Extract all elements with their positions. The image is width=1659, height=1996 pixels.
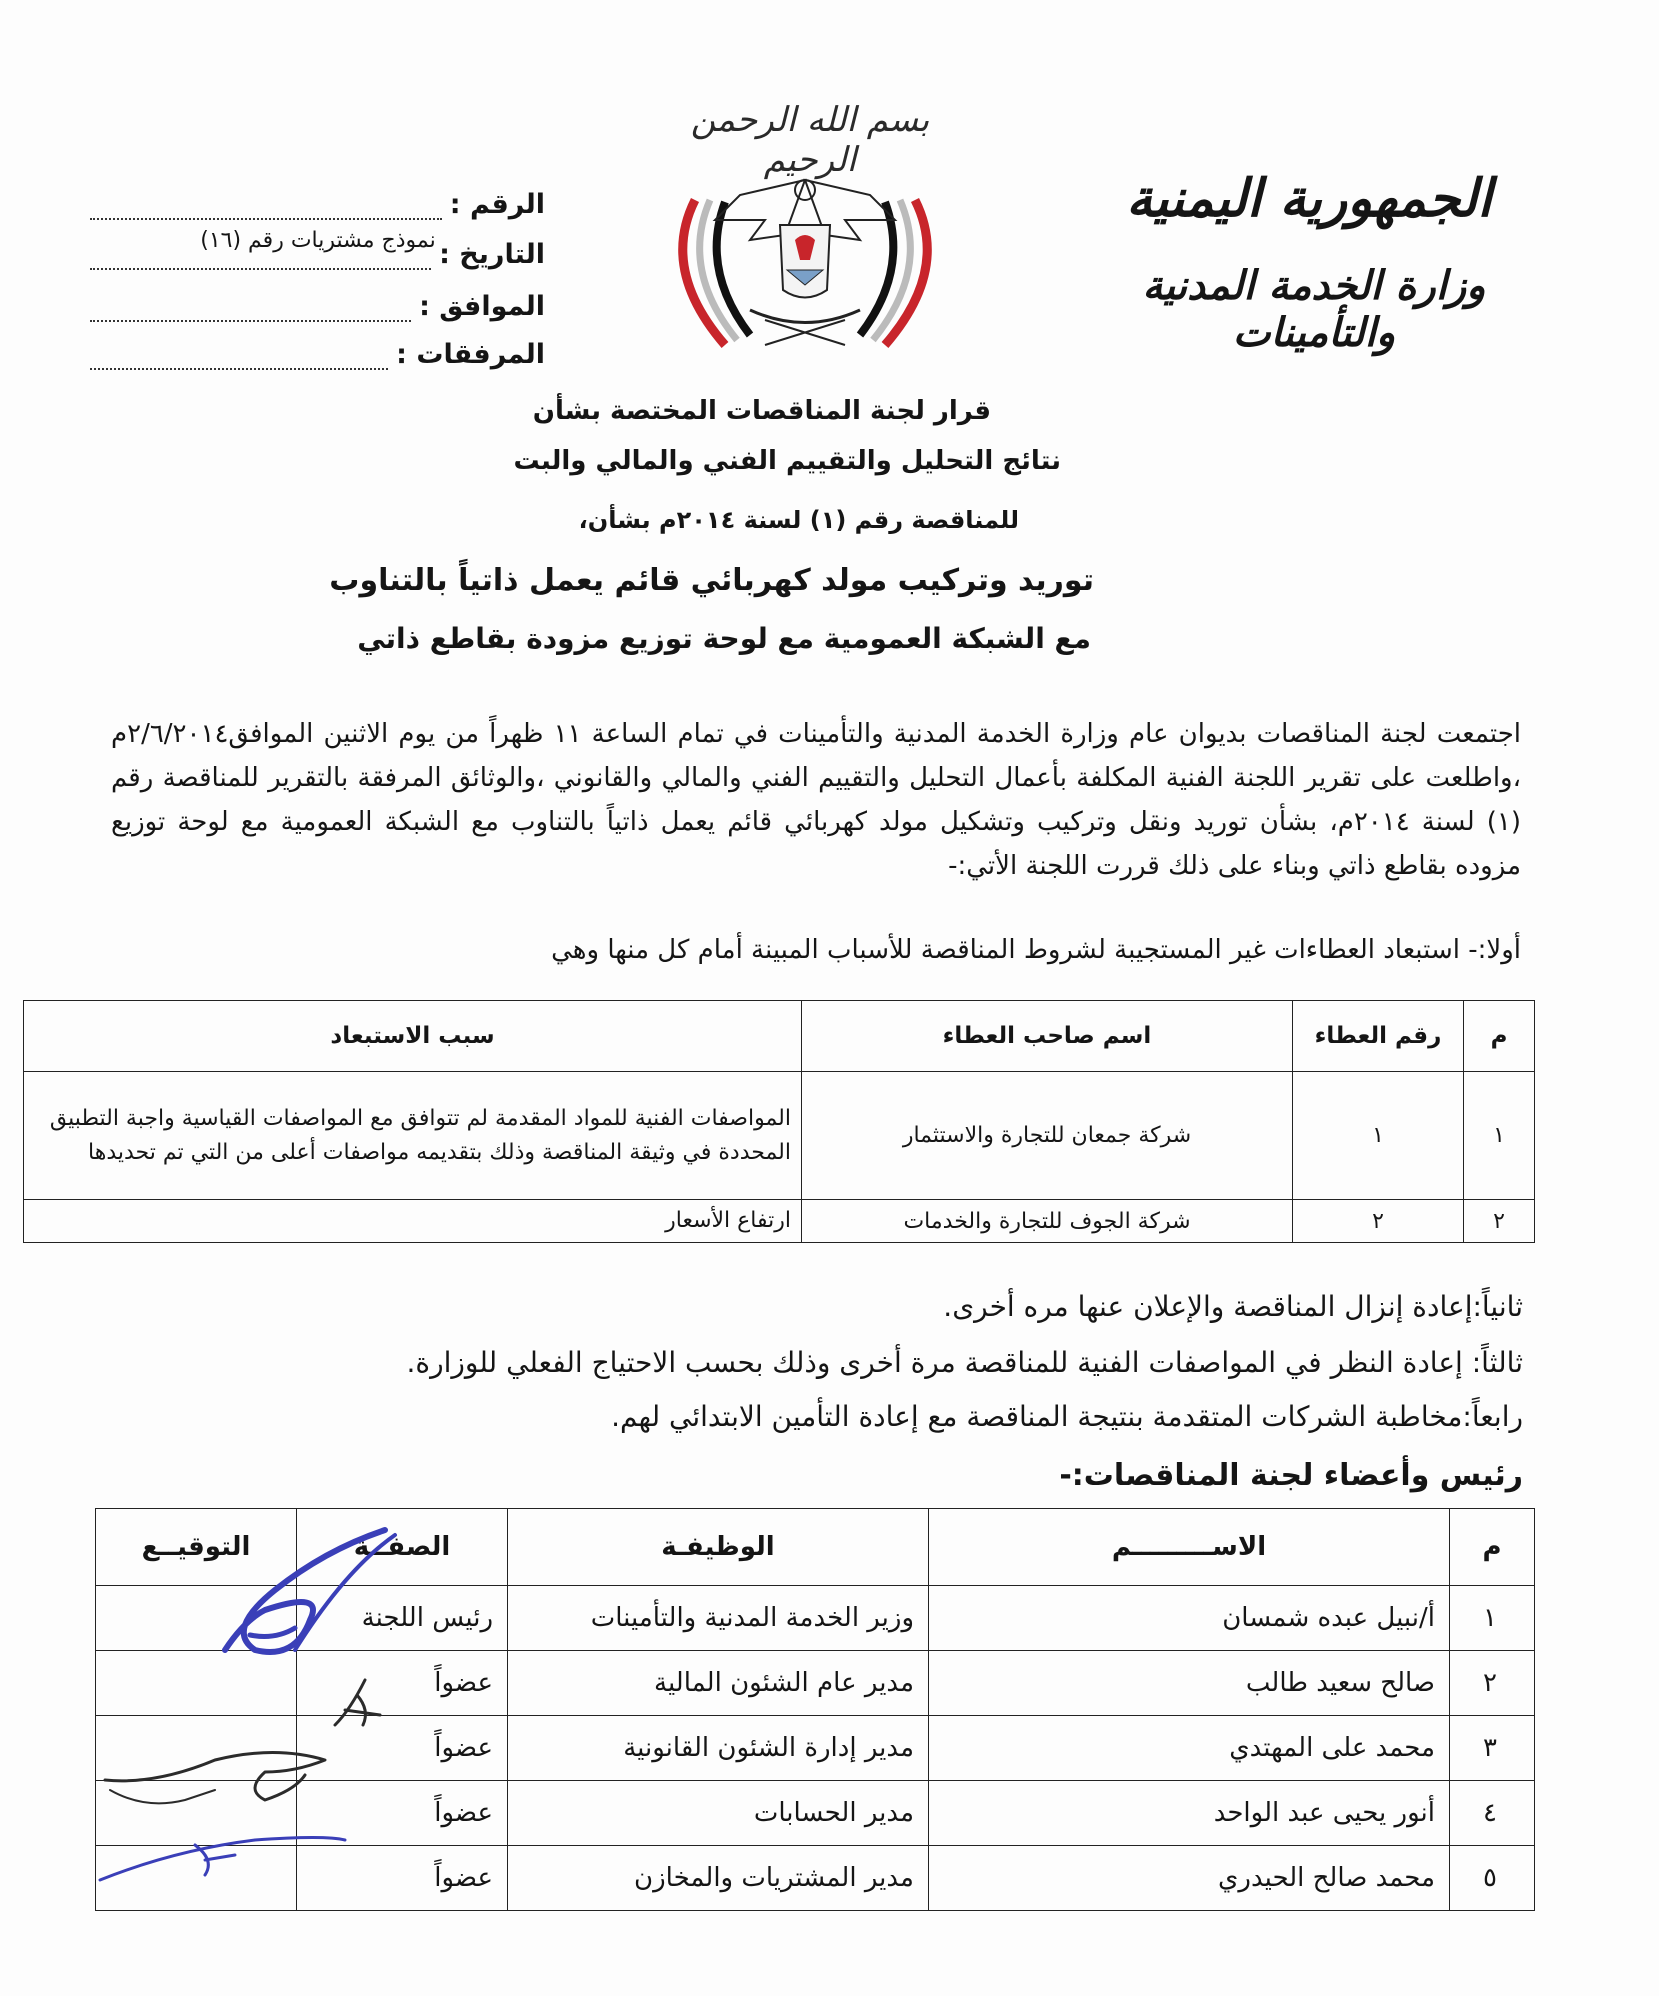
title-line-5: مع الشبكة العمومية مع لوحة توزيع مزودة بقاطع ذاتي	[357, 622, 1091, 655]
meta-date-field	[90, 244, 431, 270]
member-role: عضواً	[297, 1716, 508, 1781]
row-index: ٢	[1464, 1200, 1535, 1243]
bid-number: ٢	[1293, 1200, 1464, 1243]
title-line-3: للمناقصة رقم (١) لسنة ٢٠١٤م بشأن،	[578, 506, 1019, 534]
meta-number-value: نموذج مشتريات رقم (١٦)	[200, 228, 436, 253]
bidder-name: شركة جمعان للتجارة والاستثمار	[802, 1072, 1293, 1200]
member-job: مدير إدارة الشئون القانونية	[508, 1716, 929, 1781]
member-role: عضواً	[297, 1781, 508, 1846]
intro-paragraph: اجتمعت لجنة المناقصات بديوان عام وزارة الخدمة المدنية والتأمينات في تمام الساعة ١١ ظهراً من يوم الاثنين الموافق٢/٦/٢٠١٤م ،واطلعت على تقرير اللجنة الفنية المكلفة بأعمال التحليل والتقييم الفني والمالي والقانوني ،والوثائق المرفقة بالتقرير للمناقصة رقم (١) لسنة ٢٠١٤م، بشأن توريد ونقل وتركيب وتشكيل مولد كهربائي قائم يعمل ذاتياً بالتناوب مع الشبكة العمومية مع لوحة توزيع مزوده بقاطع ذاتي وبناء على ذلك قررت اللجنة الأتي:-	[111, 719, 1521, 881]
col-header-signature: التوقيــع	[96, 1509, 297, 1586]
col-header-name: الاســـــــــم	[929, 1509, 1450, 1586]
member-signature	[96, 1716, 297, 1781]
exclusion-reason: ارتفاع الأسعار	[24, 1200, 802, 1243]
table-row	[96, 1781, 1535, 1846]
table-row	[24, 1200, 1535, 1243]
col-header-bidder-name: اسم صاحب العطاء	[802, 1001, 1293, 1072]
member-name: صالح سعيد طالب	[929, 1651, 1450, 1716]
meta-attachments-field	[90, 344, 388, 370]
meta-hijri-row	[90, 282, 545, 322]
member-job: وزير الخدمة المدنية والتأمينات	[508, 1586, 929, 1651]
meta-date-row	[90, 230, 545, 270]
exclusions-header-row	[24, 1001, 1535, 1072]
member-index: ٢	[1450, 1651, 1535, 1716]
meta-hijri-field	[90, 296, 411, 322]
bidder-name: شركة الجوف للتجارة والخدمات	[802, 1200, 1293, 1243]
col-header-job: الوظيفـة	[508, 1509, 929, 1586]
committee-header-row	[96, 1509, 1535, 1586]
col-header-index: م	[1450, 1509, 1535, 1586]
table-row	[96, 1586, 1535, 1651]
member-name: محمد صالح الحيدري	[929, 1846, 1450, 1911]
member-index: ٣	[1450, 1716, 1535, 1781]
member-signature	[96, 1651, 297, 1716]
member-name: محمد على المهتدي	[929, 1716, 1450, 1781]
table-row	[96, 1651, 1535, 1716]
member-index: ١	[1450, 1586, 1535, 1651]
table-row	[96, 1846, 1535, 1911]
member-job: مدير المشتريات والمخازن	[508, 1846, 929, 1911]
yemen-eagle-emblem-icon	[655, 160, 955, 360]
committee-table	[95, 1508, 1535, 1911]
title-line-1: قرار لجنة المناقصات المختصة بشأن	[532, 396, 991, 426]
country-name: الجمهورية اليمنية	[1126, 168, 1492, 229]
meta-hijri-label: الموافق :	[419, 291, 545, 322]
col-header-exclusion-reason: سبب الاستبعاد	[24, 1001, 802, 1072]
member-job: مدير عام الشئون المالية	[508, 1651, 929, 1716]
second-decision: ثانياً:إعادة إنزال المناقصة والإعلان عنها مره أخرى.	[943, 1290, 1523, 1323]
member-index: ٥	[1450, 1846, 1535, 1911]
col-header-index: م	[1464, 1001, 1535, 1072]
member-signature	[96, 1846, 297, 1911]
col-header-bid-number: رقم العطاء	[1293, 1001, 1464, 1072]
title-line-4: توريد وتركيب مولد كهربائي قائم يعمل ذاتياً بالتناوب	[329, 563, 1094, 598]
meta-number-label: الرقم :	[449, 189, 545, 220]
meta-attachments-row	[90, 330, 545, 370]
first-decision: أولا:- استبعاد العطاءات غير المستجيبة لشروط المناقصة للأسباب المبينة أمام كل منها وهي	[551, 935, 1521, 965]
bid-number: ١	[1293, 1072, 1464, 1200]
exclusion-reason: المواصفات الفنية للمواد المقدمة لم تتوافق مع المواصفات القياسية واجبة التطبيق المحددة في وثيقة المناقصة وذلك بتقديمه مواصفات أعلى من التي تم تحديدها	[24, 1072, 802, 1200]
member-name: أنور يحيى عبد الواحد	[929, 1781, 1450, 1846]
row-index: ١	[1464, 1072, 1535, 1200]
member-signature	[96, 1781, 297, 1846]
third-decision: ثالثاً: إعادة النظر في المواصفات الفنية للمناقصة مرة أخرى وذلك بحسب الاحتياج الفعلي للوزارة.	[406, 1346, 1523, 1379]
table-row	[24, 1072, 1535, 1200]
member-name: أ/نبيل عبده شمسان	[929, 1586, 1450, 1651]
exclusions-table	[23, 1000, 1535, 1243]
member-role: عضواً	[297, 1651, 508, 1716]
col-header-role: الصفــة	[297, 1509, 508, 1586]
meta-attachments-label: المرفقات :	[396, 339, 545, 370]
member-job: مدير الحسابات	[508, 1781, 929, 1846]
member-role: رئيس اللجنة	[297, 1586, 508, 1651]
title-line-2: نتائج التحليل والتقييم الفني والمالي والبت	[513, 446, 1061, 476]
basmala: بسم الله الرحمن الرحيم	[690, 100, 930, 180]
member-role: عضواً	[297, 1846, 508, 1911]
ministry-name: وزارة الخدمة المدنية والتأمينات	[1142, 262, 1486, 356]
table-row	[96, 1716, 1535, 1781]
member-index: ٤	[1450, 1781, 1535, 1846]
member-signature	[96, 1586, 297, 1651]
fourth-decision: رابعاً:مخاطبة الشركات المتقدمة بنتيجة المناقصة مع إعادة التأمين الابتدائي لهم.	[611, 1400, 1523, 1433]
committee-title: رئيس وأعضاء لجنة المناقصات:-	[1059, 1458, 1523, 1493]
meta-date-label: التاريخ :	[439, 239, 545, 270]
